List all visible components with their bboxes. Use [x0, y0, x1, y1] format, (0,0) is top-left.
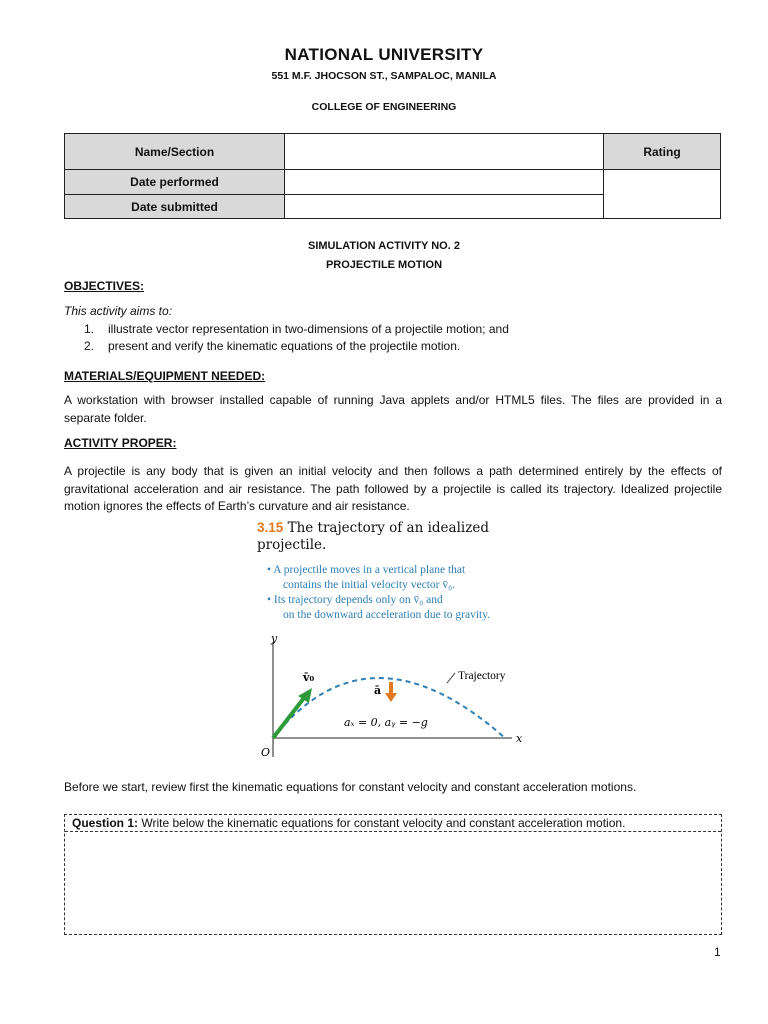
- trajectory-figure: [257, 519, 527, 764]
- question-divider: [65, 831, 721, 832]
- rating-label: Rating: [604, 134, 721, 170]
- activity-proper-heading: ACTIVITY PROPER:: [64, 436, 177, 450]
- trajectory-pointer: [447, 673, 455, 683]
- origin-label: O: [261, 746, 271, 759]
- student-info-table: [64, 133, 721, 219]
- y-axis-label: y: [271, 634, 278, 645]
- acceleration-label: ā: [374, 684, 382, 697]
- name-section-label: Name/Section: [65, 134, 285, 170]
- page-number: 1: [714, 945, 721, 959]
- objectives-list: [64, 321, 722, 356]
- trajectory-diagram: [257, 634, 527, 764]
- objectives-intro: This activity aims to:: [64, 304, 173, 318]
- date-submitted-label: Date submitted: [65, 195, 285, 219]
- date-performed-label: Date performed: [65, 170, 285, 195]
- list-item: 2. present and verify the kinematic equations of the projectile motion.: [84, 339, 461, 353]
- activity-proper-text: A projectile is any body that is given an initial velocity and then follows a path determined entirely by the effects of gravitational acceleration and air resistance. The path followed by a projectile is called its trajectory. Idealized projectile motion ignores the effects of Earth’s curvature and air resistance.: [64, 464, 722, 513]
- materials-heading: MATERIALS/EQUIPMENT NEEDED:: [64, 369, 266, 383]
- velocity-vector: [273, 694, 307, 738]
- trajectory-label: Trajectory: [458, 670, 506, 682]
- date-submitted-field[interactable]: [285, 195, 604, 219]
- question-1-prompt: [72, 816, 625, 830]
- activity-number: SIMULATION ACTIVITY NO. 2: [308, 240, 460, 252]
- name-section-field[interactable]: [285, 134, 604, 170]
- university-address: 551 M.F. JHOCSON ST., SAMPALOC, MANILA: [271, 70, 497, 82]
- university-name: NATIONAL UNIVERSITY: [284, 45, 484, 64]
- review-text: Before we start, review first the kinematic equations for constant velocity and constant acceleration motions.: [64, 780, 637, 794]
- figure-bullets: • A projectile moves in a vertical plane that contains the initial velocity vector v̄₀. • Its trajectory depends only on v̄₀ and on the downward acceleration due to gravity.: [267, 564, 491, 621]
- objectives-section: [64, 303, 722, 356]
- x-axis-label: x: [516, 732, 523, 745]
- question-1-text: Write below the kinematic equations for constant velocity and constant acceleration motion.: [141, 816, 626, 830]
- objectives-heading: OBJECTIVES:: [64, 279, 145, 293]
- activity-title-block: [0, 237, 768, 275]
- acceleration-equation: aₓ = 0, aᵧ = −g: [344, 716, 428, 729]
- question-1-label: Question 1:: [72, 816, 139, 830]
- velocity-label: v̄₀: [303, 671, 315, 684]
- activity-title: PROJECTILE MOTION: [325, 259, 443, 271]
- date-performed-field[interactable]: [285, 170, 604, 195]
- question-1-box[interactable]: [64, 814, 722, 935]
- figure-caption: 3.15 The trajectory of an idealized projectile.: [257, 520, 489, 553]
- college-name: COLLEGE OF ENGINEERING: [311, 101, 457, 113]
- rating-field[interactable]: [604, 170, 721, 219]
- list-item: 1. illustrate vector representation in two-dimensions of a projectile motion; and: [84, 321, 509, 336]
- acceleration-arrowhead: [385, 693, 397, 702]
- materials-text: A workstation with browser installed capable of running Java applets and/or HTML5 files. The files are provided in a separate folder.: [64, 393, 722, 425]
